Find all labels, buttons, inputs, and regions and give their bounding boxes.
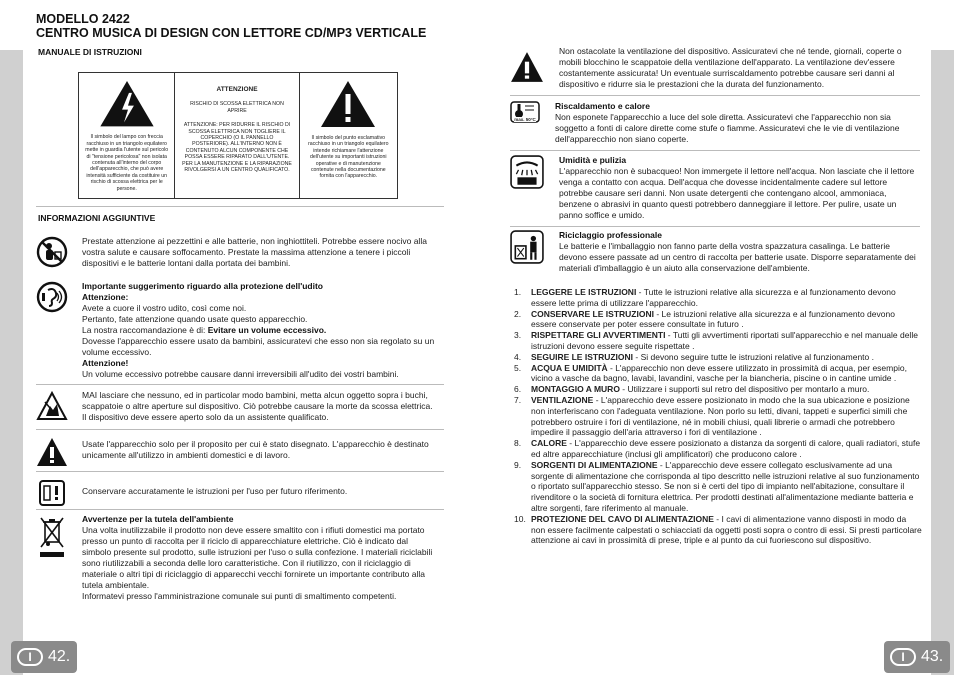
divider bbox=[36, 206, 444, 207]
item-heading: LEGGERE LE ISTRUZIONI bbox=[531, 287, 637, 297]
item-heading: PROTEZIONE DEL CAVO DI ALIMENTAZIONE bbox=[531, 513, 714, 524]
water-splash-icon bbox=[510, 155, 544, 189]
item-heading: SORGENTI DI ALIMENTAZIONE bbox=[531, 459, 658, 470]
item-text: - Si devono seguire tutte le istruzioni relative al funzionamento . bbox=[633, 351, 874, 362]
item-number: 10. bbox=[514, 513, 526, 524]
item-body bbox=[531, 514, 922, 546]
lightning-text: Il simbolo del lampo con freccia racchiuso in un triangolo equilatero mette in guardia l'utente sul pericolo di "tensione pericolosa" non isolata contenuta all'interno del corpo dell'apparecchio, che può avere intensità sufficiente da costituire un rischio di scossa elettrica per le persone. bbox=[85, 134, 169, 192]
divider bbox=[36, 384, 444, 385]
divider bbox=[510, 150, 920, 151]
attention-text: ATTENZIONE: PER RIDURRE IL RISCHIO DI SCOSSA ELETTRICA NON TOGLIERE IL COPERCHIO (O IL PANNELLO POSTERIORE). ALL'INTERNO NON È CONTENUTO ALCUN COMPONENTE CHE POSSA ESSERE RIPARATO DALL'UTENTE. PER LA MANUTENZIONE E LA RIPARAZIONE RIVOLGERSI A UN CENTRO QUALIFICATO. bbox=[182, 122, 292, 174]
hearing-line-5: Un volume eccessivo potrebbe causare danni irreversibili all'udito dei vostri bambini. bbox=[82, 369, 399, 379]
language-badge: I bbox=[17, 648, 43, 666]
heat-title: Riscaldamento e calore bbox=[555, 101, 650, 111]
purpose-warning bbox=[36, 436, 438, 468]
safety-item bbox=[510, 363, 922, 385]
item-body bbox=[531, 363, 922, 385]
section-title: INFORMAZIONI AGGIUNTIVE bbox=[38, 213, 156, 223]
environment-title: Avvertenze per la tutela dell'ambiente bbox=[82, 514, 234, 524]
exclamation-text: Il simbolo del punto esclamativo racchiuso in un triangolo equilatero intende richiamare l'attenzione dell'utente su importanti istruzioni operative e di manutenzione contenute nella documentazione fornita con l'apparecchio. bbox=[308, 135, 389, 180]
item-body bbox=[531, 352, 874, 363]
safety-instructions-list bbox=[510, 287, 922, 546]
item-number: 2. bbox=[514, 308, 522, 319]
ventilation-text: Non ostacolate la ventilazione del dispositivo. Assicuratevi che né tende, giornali, coperte o mobili blocchino le scappatoie della ventilazione dell'apparato. La ventilazione dev'essere costantemente assicurata! Un eventuale surriscaldamento potrebbe causare seri danni al dispositivo e ridurre sia le prestazioni che la durata del funzionamento. bbox=[559, 46, 902, 89]
exclamation-icon bbox=[36, 436, 68, 468]
recycling-info bbox=[510, 230, 918, 274]
item-body bbox=[531, 384, 869, 395]
no-children-icon bbox=[36, 236, 68, 268]
item-text: - Utilizzare i supporti sul retro del dispositivo per montarlo a muro. bbox=[619, 384, 870, 395]
left-gutter bbox=[0, 50, 23, 675]
heat-warning bbox=[510, 101, 918, 145]
divider bbox=[510, 226, 920, 227]
weee-bin-icon bbox=[36, 514, 68, 560]
divider bbox=[36, 471, 444, 472]
safety-item bbox=[510, 330, 922, 352]
divider bbox=[36, 509, 444, 510]
electric-warning-box bbox=[78, 72, 398, 199]
safety-item bbox=[510, 395, 922, 438]
humidity-text bbox=[559, 155, 918, 221]
language-badge: I bbox=[890, 648, 916, 666]
heat-icon-wrap bbox=[510, 101, 540, 122]
item-text: - L'apparecchio deve essere posizionato a distanza da sorgenti di calore, quali radiatori, stufe ed altre apparecchiature (inclusi gli amplificatori) che producono calore . bbox=[531, 438, 921, 459]
item-number: 1. bbox=[514, 287, 522, 297]
item-text: - Tutte le istruzioni relative alla sicurezza e al funzionamento devono essere lette prima di utilizzare l'apparecchio. bbox=[531, 287, 896, 308]
hearing-icon bbox=[36, 281, 68, 313]
environment-text bbox=[82, 514, 438, 602]
safety-item bbox=[510, 460, 922, 514]
humidity-warning bbox=[510, 155, 918, 221]
heat-body: Non esponete l'apparecchio a luce del sole diretta. Assicuratevi che l'apparecchio non sia soggetto a fonti di calore dirette come stufe o fiamme. Assicuratevi che le vie di ventilazione dell'apparecchio non siano coperte. bbox=[555, 112, 900, 144]
item-number: 4. bbox=[514, 351, 522, 362]
item-body bbox=[531, 309, 922, 331]
safety-item bbox=[510, 287, 922, 309]
page-header bbox=[36, 12, 456, 40]
item-heading: ACQUA E UMIDITÀ bbox=[531, 362, 608, 373]
item-body bbox=[531, 460, 922, 514]
recycling-icon bbox=[510, 230, 544, 264]
recycling-text bbox=[559, 230, 918, 274]
children-warning bbox=[36, 236, 438, 269]
divider bbox=[36, 429, 444, 430]
item-body bbox=[531, 395, 922, 438]
attention-cell bbox=[175, 73, 299, 198]
divider bbox=[510, 95, 920, 96]
exclamation-cell bbox=[300, 73, 397, 198]
item-number: 8. bbox=[514, 438, 522, 449]
heat-icon-label: max. 50°C bbox=[514, 117, 536, 122]
hearing-line-3: La nostra raccomandazione è di: bbox=[82, 325, 208, 335]
environment-warning bbox=[36, 514, 438, 602]
page-number: 42. bbox=[48, 648, 71, 665]
recycling-body: Le batterie e l'imballaggio non fanno parte della vostra spazzatura casalinga. Le batterie devono essere passate ad un centro di raccolta per batterie usate. Disporre separatamente dei materiali d'imballaggio è un aiuto alla conservazione dell'ambiente. bbox=[559, 241, 916, 273]
hearing-attention-1: Attenzione: bbox=[82, 292, 129, 302]
item-heading: MONTAGGIO A MURO bbox=[531, 384, 620, 395]
item-number: 9. bbox=[514, 459, 522, 470]
safety-item bbox=[510, 438, 922, 460]
hearing-protection bbox=[36, 281, 438, 380]
item-text: - L'apparecchio non deve essere utilizzato in prossimità di acqua, per esempio, vicino a vasche da bagno, lavabi, lavandini, vasche per la biancheria, piscine o in cantine umide . bbox=[531, 362, 907, 384]
exclamation-icon bbox=[510, 50, 544, 84]
children-text: Prestate attenzione ai pezzettini e alle batterie, non inghiottiteli. Potrebbe essere nocivo alla vostra salute e causare soffocamento. Prestate la massima attenzione a tenere i piccoli dispositivi e le batterie lontani dalla portata dei bambini. bbox=[82, 236, 427, 268]
attention-title: ATTENZIONE bbox=[216, 86, 258, 93]
openings-text: MAI lasciare che nessuno, ed in particolar modo bambini, metta alcun oggetto sopra i buchi, scappatoie o altre aperture sul dispositivo. Ciò potrebbe causare la morte da scossa elettrica. Il dispositivo deve essere aperto solo da un assistente qualificato. bbox=[82, 390, 433, 422]
hearing-recommendation: Evitare un volume eccessivo. bbox=[207, 325, 327, 335]
environment-info: Informatevi presso l'amministrazione comunale sui punti di smaltimento competenti. bbox=[82, 591, 397, 601]
item-number: 3. bbox=[514, 330, 522, 341]
item-number: 6. bbox=[514, 384, 522, 395]
hearing-text bbox=[82, 281, 438, 380]
item-text: - I cavi di alimentazione vanno disposti in modo da non essere facilmente calpestati o schiacciati da oggetti posti sopra o contro di essi. Si presti particolare attenzione ai cavi in prossimità di prese, triple e al punto da cui fuoriescono sul dispositivo. bbox=[531, 513, 922, 546]
manual-label: MANUALE DI ISTRUZIONI bbox=[38, 47, 142, 57]
item-heading: VENTILAZIONE bbox=[531, 394, 594, 405]
no-objects-icon bbox=[36, 390, 68, 422]
keep-text: Conservare accuratamente le istruzioni per l'uso per futuro riferimento. bbox=[82, 486, 348, 496]
item-text: - L'apparecchio deve essere posizionato in modo che la sua ubicazione e posizione non interferiscano con l'adeguata ventilazione. Non porlo su letti, divani, tappeti e superfici simili che potrebbero ostruire i fori di ventilazione, né in mobili chiusi, quali librerie o armadi che potrebbero impedire il passaggio dell'aria attraverso i fori di ventilazione . bbox=[531, 394, 910, 438]
environment-body: Una volta inutilizzabile il prodotto non deve essere smaltito con i rifiuti domestici ma portato presso un punto di raccolta per il riciclo di apparecchiature elettriche. Ciò è indicato dal simbolo presente sul prodotto, sulle istruzioni per l'uso o sulla confezione. I materiali riciclabili sono riutilizzabili a seconda delle loro caratteristiche. Con il riutilizzo, con il riciclaggio di materiale o altri tipi di riciclaggio di apparecchi vecchi fornirete un importante contributo alla tutela ambientale. bbox=[82, 525, 433, 590]
hearing-line-4: Dovesse l'apparecchio essere usato da bambini, assicuratevi che esso non sia regolato su un volume eccessivo. bbox=[82, 336, 435, 357]
item-heading: CALORE bbox=[531, 438, 567, 449]
attention-risk: RISCHIO DI SCOSSA ELETTRICA NON APRIRE bbox=[190, 101, 284, 114]
safety-item bbox=[510, 352, 922, 363]
page-number: 43. bbox=[921, 648, 944, 665]
exclamation-warning-icon bbox=[319, 79, 377, 129]
safety-item bbox=[510, 384, 922, 395]
ventilation-warning bbox=[510, 46, 918, 90]
hearing-line-2: Pertanto, fate attenzione quando usate questo apparecchio. bbox=[82, 314, 308, 324]
product-title: CENTRO MUSICA DI DESIGN CON LETTORE CD/MP3 VERTICALE bbox=[36, 26, 427, 40]
item-heading: CONSERVARE LE ISTRUZIONI bbox=[531, 308, 654, 319]
right-gutter bbox=[931, 50, 954, 675]
item-text: - Tutti gli avvertimenti riportati sull'apparecchio e nel manuale delle istruzioni devono essere seguite rispettate . bbox=[531, 330, 918, 351]
heat-text bbox=[555, 101, 918, 145]
item-number: 7. bbox=[514, 394, 522, 405]
keep-instructions bbox=[36, 477, 438, 509]
hearing-title: Importante suggerimento riguardo alla protezione dell'udito bbox=[82, 281, 323, 291]
lightning-cell bbox=[79, 73, 175, 198]
item-body bbox=[531, 330, 922, 352]
item-number: 5. bbox=[514, 362, 522, 373]
model-title: MODELLO 2422 bbox=[36, 12, 130, 26]
safety-item bbox=[510, 514, 922, 546]
item-body bbox=[531, 438, 922, 460]
page-number-left bbox=[11, 641, 77, 673]
openings-warning bbox=[36, 390, 438, 423]
recycling-title: Riciclaggio professionale bbox=[559, 230, 662, 240]
purpose-text: Usate l'apparecchio solo per il proposito per cui è stato disegnato. L'apparecchio è destinato unicamente all'utilizzo in ambienti domestici e di lavoro. bbox=[82, 439, 429, 460]
hearing-line-1: Avete a cuore il vostro udito, così come noi. bbox=[82, 303, 247, 313]
manual-book-icon bbox=[36, 477, 68, 509]
humidity-title: Umidità e pulizia bbox=[559, 155, 627, 165]
humidity-body: L'apparecchio non è subacqueo! Non immergete il lettore nell'acqua. Non lasciate che il lettore venga a contatto con acqua. Dell'acqua che dovesse incidentalmente cadere sul lettore potrebbe causare seri danni. Non usate detergenti che contengano alcool, ammoniaca, benzene o abrasivi in quanto questi potrebbero danneggiare il lettore. Per pulire, usate un panno soffice e umido. bbox=[559, 166, 915, 220]
item-body bbox=[531, 287, 922, 309]
item-text: - Le istruzioni relative alla sicurezza e al funzionamento devono essere conservate per poter essere consultate in futuro . bbox=[531, 308, 895, 330]
item-heading: RISPETTARE GLI AVVERTIMENTI bbox=[531, 330, 666, 341]
item-text: - L'apparecchio deve essere collegato esclusivamente ad una sorgente di alimentazione che corrisponda al tipo descritto nelle istruzioni relative al suo funzionamento o riportato sull'apparecchio stesso. Se non si è certi del tipo di impianto nell'abitazione, consultare il rivenditore o la società di fornitura elettrica. Per prodotti destinati all'alimentazione mediante batteria e altre sorgenti, fare riferimento al manuale. bbox=[531, 459, 920, 513]
item-heading: SEGUIRE LE ISTRUZIONI bbox=[531, 351, 634, 362]
hearing-attention-2: Attenzione! bbox=[82, 358, 129, 368]
lightning-warning-icon bbox=[98, 79, 156, 128]
safety-item bbox=[510, 309, 922, 331]
page-number-right bbox=[884, 641, 950, 673]
